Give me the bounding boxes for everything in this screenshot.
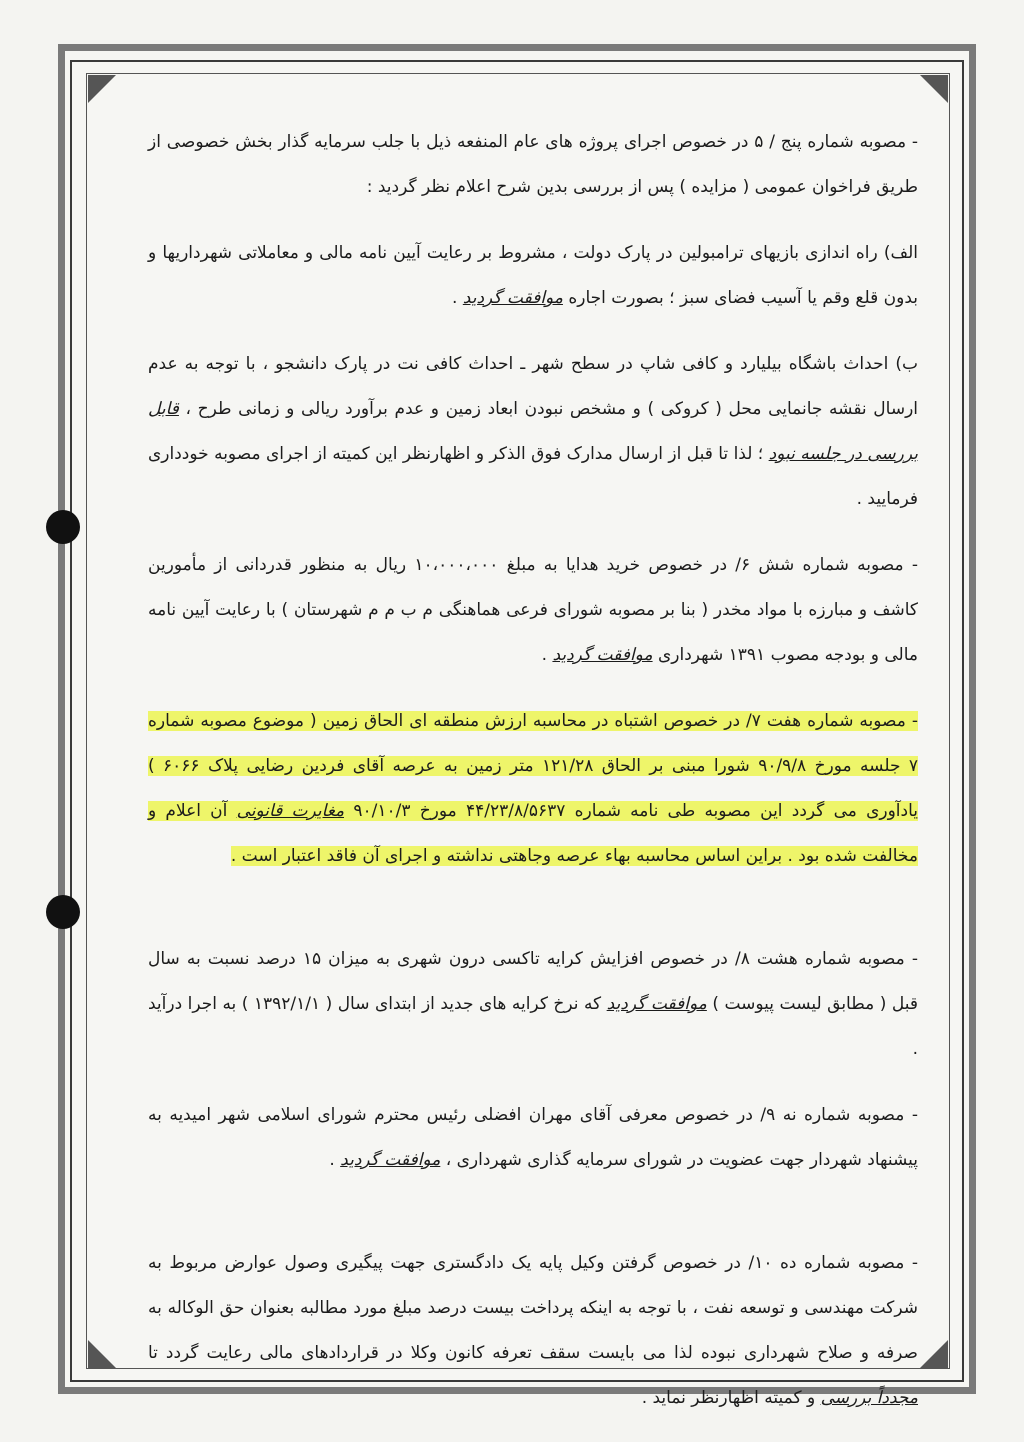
underlined-remark: مجدداً بررسی xyxy=(820,1388,918,1408)
resolution-10 xyxy=(148,1241,918,1421)
underlined-remark: موافقت گردید xyxy=(462,288,563,308)
resolution-5-item-a xyxy=(148,231,918,321)
punch-hole-bottom xyxy=(46,895,80,929)
document-body xyxy=(148,120,918,1442)
corner-ornament-top-right xyxy=(920,75,948,103)
resolution-5 xyxy=(148,120,918,210)
paragraph-text: که نرخ کرایه های جدید از ابتدای سال ( ۱۳۹۲/۱/۱ ) به اجرا درآید . xyxy=(148,994,918,1059)
paragraph-text: - مصوبه شماره پنج / ۵ در خصوص اجرای پروژه های عام المنفعه ذیل با جلب سرمایه گذار بخش خصوصی از طریق فراخوان عمومی ( مزایده ) پس از بررسی بدین شرح اعلام نظر گردید : xyxy=(148,132,919,197)
resolution-8 xyxy=(148,937,918,1072)
underlined-remark: موافقت گردید xyxy=(606,994,707,1014)
underlined-remark: موافقت گردید xyxy=(340,1150,441,1170)
paragraph-text: - مصوبه شماره هفت ۷/ در خصوص اشتباه در محاسبه ارزش منطقه ای الحاق زمین ( موضوع مصوبه شماره ۷ جلسه مورخ ۹۰/۹/۸ شورا مبنی بر الحاق ۱۲۱/۲۸ متر زمین به عرصه آقای فردین رضایی پلاک ۶۰۶۶ ) یادآوری می گردد این مصوبه طی نامه شماره ۴۴/۲۳/۸/۵۶۳۷ مورخ ۹۰/۱۰/۳ xyxy=(148,711,919,821)
paragraph-text: و کمیته اظهارنظر نماید . xyxy=(641,1388,821,1408)
paragraph-text: . xyxy=(541,645,553,665)
paragraph-text: - مصوبه شماره شش ۶/ در خصوص خرید هدایا به مبلغ ۱۰،۰۰۰،۰۰۰ ریال به منظور قدردانی از مأمورین کاشف و مبارزه با مواد مخدر ( بنا بر مصوبه شورای فرعی هماهنگی م ب م م شهرستان ) با رعایت آیین نامه مالی و بودجه مصوب ۱۳۹۱ شهرداری xyxy=(148,555,918,665)
underlined-remark: قابل بررسی در جلسه نبود xyxy=(148,399,918,464)
resolution-6 xyxy=(148,543,918,678)
corner-ornament-bottom-left xyxy=(88,1340,116,1368)
paragraph-text: آن اعلام و مخالفت شده بود . براین اساس محاسبه بهاء عرصه وجاهتی نداشته و اجرای آن فاقد اعتبار است . xyxy=(148,801,918,866)
corner-ornament-bottom-right xyxy=(920,1340,948,1368)
paragraph-text: . xyxy=(451,288,463,308)
underlined-remark: مغایرت قانونی xyxy=(236,801,345,821)
underlined-remark: موافقت گردید xyxy=(552,645,653,665)
resolution-9 xyxy=(148,1093,918,1183)
paragraph-text: - مصوبه شماره نه ۹/ در خصوص معرفی آقای مهران افضلی رئیس محترم شورای اسلامی شهر امیدیه به پیشنهاد شهردار جهت عضویت در شورای سرمایه گذاری شهرداری ، xyxy=(148,1105,918,1170)
paragraph-text: ؛ لذا تا قبل از ارسال مدارک فوق الذکر و اظهارنظر این کمیته از اجرای مصوبه خودداری فرمایید . xyxy=(148,444,918,509)
resolution-7 xyxy=(148,699,918,879)
punch-hole-top xyxy=(46,510,80,544)
paragraph-text: - مصوبه شماره هشت ۸/ در خصوص افزایش کرایه تاکسی درون شهری به میزان ۱۵ درصد نسبت به سال قبل ( مطابق لیست پیوست ) xyxy=(148,949,918,1014)
resolution-5-item-b xyxy=(148,342,918,522)
paragraph-text: ب) احداث باشگاه بیلیارد و کافی شاپ در سطح شهر ـ احداث کافی نت در پارک دانشجو ، با توجه به عدم ارسال نقشه جانمایی محل ( کروکی ) و مشخص نبودن ابعاد زمین و عدم برآورد ریالی و زمانی طرح ، xyxy=(148,354,918,419)
paragraph-text: الف) راه اندازی بازیهای ترامبولین در پارک دولت ، مشروط بر رعایت آیین نامه مالی و معاملاتی شهرداریها و بدون قلع وقم یا آسیب فضای سبز ؛ بصورت اجاره xyxy=(148,243,918,308)
paragraph-text: . xyxy=(329,1150,341,1170)
corner-ornament-top-left xyxy=(88,75,116,103)
paragraph-text: - مصوبه شماره ده ۱۰/ در خصوص گرفتن وکیل پایه یک دادگستری جهت پیگیری وصول عوارض مربوط به شرکت مهندسی و توسعه نفت ، با توجه به اینکه پرداخت بیست درصد مبلغ مورد مطالبه بعنوان حق الوکاله به صرفه و صلاح شهرداری نبوده لذا می بایست سقف تعرفه کانون وکلا در قراردادهای مالی رعایت گردد تا xyxy=(148,1253,919,1363)
